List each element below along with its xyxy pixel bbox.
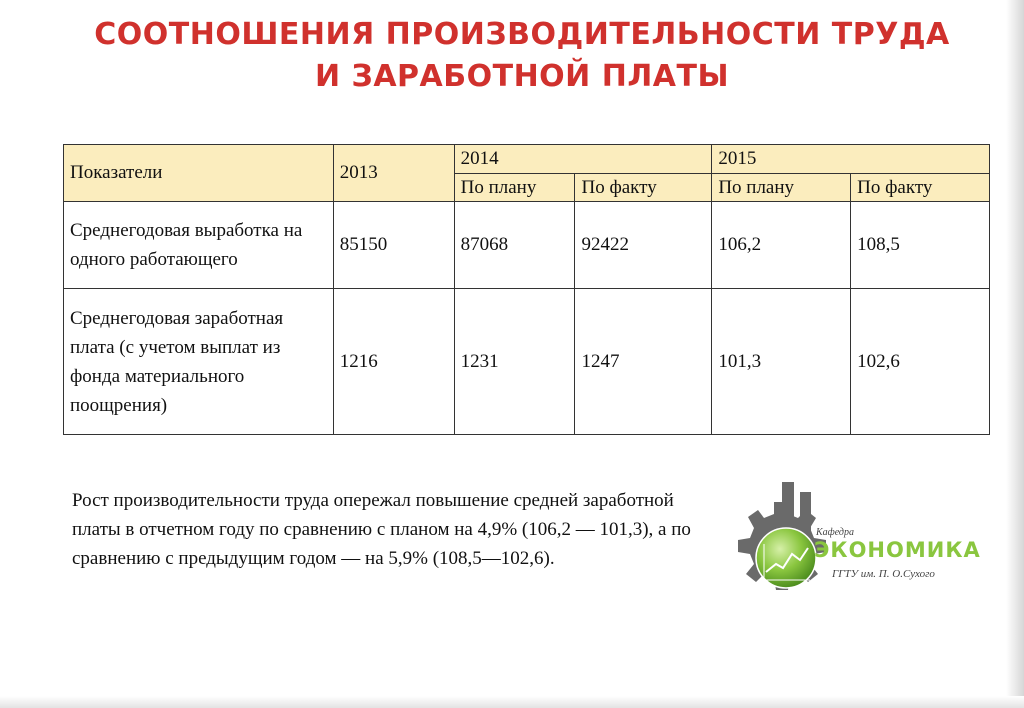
header-2015-plan: По плану <box>712 174 851 202</box>
logo-subtext: ГГТУ им. П. О.Сухого <box>832 568 935 580</box>
conclusion-paragraph: Рост производительности труда опережал повышение средней заработной платы в отчетном году по сравнению с планом на 4,9% (106,2 — 101,3), а по сравнению с предыдущим годом — на 5,9% (108,5—102,6). <box>72 490 691 569</box>
header-2014-plan: По плану <box>454 174 575 202</box>
page-title <box>40 14 1004 98</box>
title-line-1: СООТНОШЕНИЯ ПРОИЗВОДИТЕЛЬНОСТИ ТРУДА <box>94 17 950 52</box>
cell-2014-plan: 87068 <box>454 202 575 289</box>
department-logo <box>728 482 1008 612</box>
cell-2014-plan: 1231 <box>454 289 575 435</box>
cell-2013: 1216 <box>333 289 454 435</box>
logo-top-text: Кафедра <box>816 527 854 538</box>
header-2014-fact: По факту <box>575 174 712 202</box>
slide-edge-shadow <box>1006 0 1024 708</box>
cell-2014-fact: 92422 <box>575 202 712 289</box>
header-2014: 2014 <box>454 145 712 174</box>
slide-bottom-shadow <box>0 696 1024 708</box>
cell-2013: 85150 <box>333 202 454 289</box>
cell-2014-fact: 1247 <box>575 289 712 435</box>
logo-name: ЭКОНОМИКА <box>814 538 981 562</box>
header-2013: 2013 <box>333 145 454 202</box>
header-2015: 2015 <box>712 145 990 174</box>
header-2015-fact: По факту <box>851 174 990 202</box>
cell-2015-plan: 106,2 <box>712 202 851 289</box>
table-row <box>64 202 990 289</box>
cell-2015-fact: 102,6 <box>851 289 990 435</box>
cell-2015-plan: 101,3 <box>712 289 851 435</box>
header-indicators: Показатели <box>64 145 334 202</box>
table-row <box>64 289 990 435</box>
row-label: Среднегодовая заработная плата (с учетом выплат из фонда материального поощрения) <box>64 289 334 435</box>
row-label: Среднегодовая выработка на одного работающего <box>64 202 334 289</box>
productivity-wage-table <box>63 144 990 435</box>
title-line-2: И ЗАРАБОТНОЙ ПЛАТЫ <box>314 59 730 94</box>
cell-2015-fact: 108,5 <box>851 202 990 289</box>
